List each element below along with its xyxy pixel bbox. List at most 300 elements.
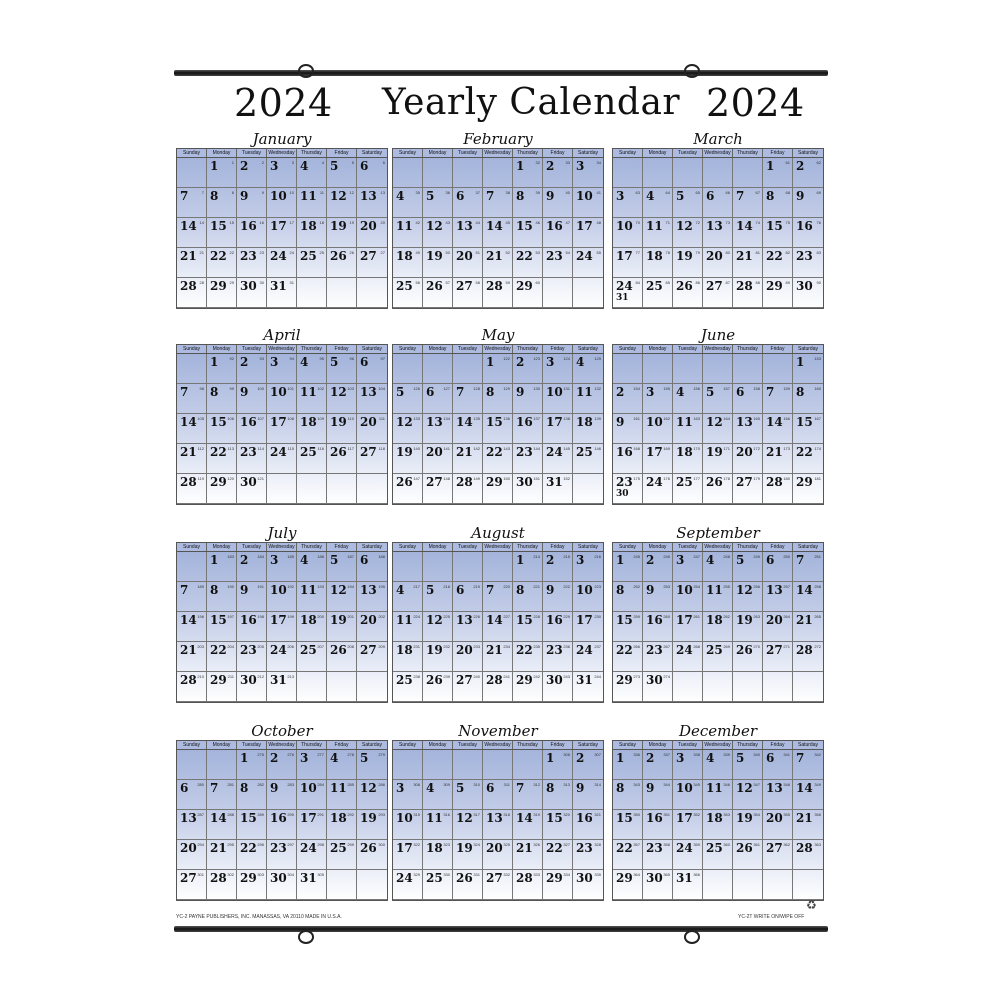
day-number: 1 xyxy=(516,159,525,173)
day-number: 20 xyxy=(766,811,783,825)
recycle-icon: ♻ xyxy=(806,898,817,912)
day-cell xyxy=(423,354,453,384)
day-of-year: 237 xyxy=(594,644,601,649)
day-cell xyxy=(327,780,357,810)
day-cell xyxy=(483,218,513,248)
day-cell xyxy=(543,158,573,188)
day-of-year: 342 xyxy=(814,752,821,757)
month-grid xyxy=(392,344,604,505)
day-of-year: 159 xyxy=(783,386,790,391)
day-of-year: 85 xyxy=(665,280,670,285)
day-number: 19 xyxy=(426,249,443,263)
day-of-year: 319 xyxy=(533,812,540,817)
day-of-year: 122 xyxy=(503,356,510,361)
day-of-year: 330 xyxy=(443,872,450,877)
day-number: 11 xyxy=(396,613,413,627)
day-number: 24 xyxy=(270,445,287,459)
day-of-year: 179 xyxy=(753,476,760,481)
day-cell xyxy=(483,642,513,672)
day-number: 8 xyxy=(766,189,775,203)
weekday-label: Wednesday xyxy=(483,741,513,749)
day-cell xyxy=(393,414,423,444)
day-of-year: 61 xyxy=(785,160,790,165)
day-cell xyxy=(267,444,297,474)
day-number: 14 xyxy=(180,219,197,233)
day-number: 30 xyxy=(796,279,813,293)
day-cell xyxy=(733,354,763,384)
day-of-year: 189 xyxy=(197,584,204,589)
day-cell xyxy=(573,750,603,780)
day-cell xyxy=(763,188,793,218)
day-of-year: 305 xyxy=(317,872,324,877)
day-cell xyxy=(513,780,543,810)
day-cell xyxy=(573,278,603,308)
day-cell xyxy=(237,750,267,780)
day-of-year: 129 xyxy=(503,386,510,391)
day-cell xyxy=(267,780,297,810)
day-number: 1 xyxy=(486,355,495,369)
day-number: 15 xyxy=(516,219,533,233)
day-cell xyxy=(327,612,357,642)
day-number: 9 xyxy=(270,781,279,795)
page-title: Yearly Calendar xyxy=(382,82,681,123)
day-number: 7 xyxy=(796,751,805,765)
day-cell xyxy=(793,474,823,504)
day-number: 1 xyxy=(766,159,775,173)
day-cell xyxy=(573,840,603,870)
day-of-year: 87 xyxy=(725,280,730,285)
day-of-year: 295 xyxy=(227,842,234,847)
day-of-year: 162 xyxy=(663,416,670,421)
day-number: 16 xyxy=(546,219,563,233)
day-number: 31 xyxy=(270,673,287,687)
weeks-grid xyxy=(393,552,603,702)
day-of-year: 13 xyxy=(380,190,385,195)
day-cell xyxy=(177,582,207,612)
day-number: 26 xyxy=(426,673,443,687)
day-cell xyxy=(793,750,823,780)
day-cell xyxy=(207,612,237,642)
day-number: 30 xyxy=(240,279,257,293)
month-grid xyxy=(176,148,388,309)
day-cell xyxy=(673,582,703,612)
day-cell xyxy=(733,188,763,218)
day-number: 19 xyxy=(676,249,693,263)
day-cell xyxy=(327,444,357,474)
day-number: 30 xyxy=(646,871,663,885)
day-of-year: 245 xyxy=(633,554,640,559)
day-number: 20 xyxy=(180,841,197,855)
day-cell xyxy=(613,612,643,642)
day-of-year: 230 xyxy=(594,614,601,619)
day-of-year: 309 xyxy=(443,782,450,787)
day-number: 14 xyxy=(796,583,813,597)
day-cell xyxy=(393,780,423,810)
day-number: 25 xyxy=(300,445,317,459)
day-of-year: 277 xyxy=(317,752,324,757)
weekday-label: Sunday xyxy=(393,543,423,551)
day-of-year: 267 xyxy=(663,644,670,649)
day-number: 21 xyxy=(766,445,783,459)
day-of-year: 260 xyxy=(663,614,670,619)
day-of-year: 222 xyxy=(563,584,570,589)
day-number: 27 xyxy=(456,673,473,687)
day-cell xyxy=(357,158,387,188)
day-number: 2 xyxy=(546,159,555,173)
day-cell xyxy=(327,672,357,702)
day-cell xyxy=(793,780,823,810)
day-number: 29 xyxy=(210,673,227,687)
day-cell xyxy=(267,810,297,840)
day-of-year: 354 xyxy=(753,812,760,817)
day-cell xyxy=(327,218,357,248)
day-cell xyxy=(393,582,423,612)
day-of-year: 278 xyxy=(347,752,354,757)
day-of-year: 311 xyxy=(503,782,510,787)
weekday-label: Saturday xyxy=(361,346,382,352)
day-of-year: 59 xyxy=(505,280,510,285)
weekday-label: Monday xyxy=(643,149,673,157)
day-cell xyxy=(703,612,733,642)
day-of-year: 109 xyxy=(317,416,324,421)
day-number: 24 xyxy=(270,249,287,263)
day-number: 15 xyxy=(210,613,227,627)
day-of-year: 214 xyxy=(533,554,540,559)
day-cell xyxy=(703,444,733,474)
day-number: 22 xyxy=(766,249,783,263)
day-cell xyxy=(733,248,763,278)
day-cell xyxy=(763,672,793,702)
day-of-year: 178 xyxy=(723,476,730,481)
day-of-year: 290 xyxy=(287,812,294,817)
day-of-year: 165 xyxy=(753,416,760,421)
day-of-year: 51 xyxy=(475,250,480,255)
day-cell xyxy=(763,552,793,582)
day-number: 21 xyxy=(516,841,533,855)
day-of-year: 227 xyxy=(503,614,510,619)
day-cell xyxy=(513,672,543,702)
day-of-year: 243 xyxy=(563,674,570,679)
day-cell xyxy=(357,612,387,642)
day-cell xyxy=(513,582,543,612)
day-of-year: 3 xyxy=(291,160,294,165)
day-number: 13 xyxy=(426,415,443,429)
day-number: 12 xyxy=(330,189,347,203)
day-of-year: 358 xyxy=(663,842,670,847)
day-cell xyxy=(543,750,573,780)
day-cell xyxy=(613,444,643,474)
day-of-year: 53 xyxy=(535,250,540,255)
day-number: 14 xyxy=(516,811,533,825)
day-number: 13 xyxy=(360,583,377,597)
day-number: 3 xyxy=(646,385,655,399)
day-cell xyxy=(393,810,423,840)
day-of-year: 27 xyxy=(380,250,385,255)
day-number: 5 xyxy=(736,751,745,765)
day-cell xyxy=(673,218,703,248)
day-cell xyxy=(673,612,703,642)
day-of-year: 10 xyxy=(289,190,294,195)
day-of-year: 304 xyxy=(287,872,294,877)
day-cell xyxy=(483,552,513,582)
day-number: 11 xyxy=(706,781,723,795)
weekday-label: Thursday xyxy=(733,741,763,749)
weekday-header-row xyxy=(613,543,823,552)
day-of-year: 198 xyxy=(257,614,264,619)
day-cell xyxy=(643,870,673,900)
day-number: 28 xyxy=(180,475,197,489)
day-cell xyxy=(543,642,573,672)
day-cell xyxy=(763,642,793,672)
day-cell xyxy=(267,750,297,780)
day-number: 30 xyxy=(516,475,533,489)
day-number: 24 xyxy=(546,445,563,459)
month-grid xyxy=(392,740,604,901)
day-of-year: 141 xyxy=(443,446,450,451)
day-of-year: 357 xyxy=(633,842,640,847)
day-number: 23 xyxy=(646,643,663,657)
weekday-label: Friday xyxy=(763,345,793,353)
hanger-ring-bottom-left xyxy=(298,930,314,944)
weekday-label: Thursday xyxy=(513,543,543,551)
day-of-year: 346 xyxy=(723,782,730,787)
day-number: 9 xyxy=(516,385,525,399)
day-number: 11 xyxy=(300,385,317,399)
day-cell xyxy=(297,870,327,900)
day-cell xyxy=(297,158,327,188)
day-cell xyxy=(207,384,237,414)
weekday-label: Wednesday xyxy=(483,345,513,353)
day-cell xyxy=(237,672,267,702)
day-of-year: 349 xyxy=(814,782,821,787)
weekday-label: Saturday xyxy=(577,544,598,550)
day-of-year: 238 xyxy=(413,674,420,679)
day-cell xyxy=(423,840,453,870)
day-of-year: 291 xyxy=(317,812,324,817)
day-of-year: 195 xyxy=(378,584,385,589)
day-of-year: 302 xyxy=(227,872,234,877)
day-cell xyxy=(237,218,267,248)
day-of-year: 171 xyxy=(723,446,730,451)
day-number: 18 xyxy=(396,643,413,657)
day-of-year: 273 xyxy=(633,674,640,679)
year-right: 2024 xyxy=(706,81,805,125)
day-cell xyxy=(267,582,297,612)
day-of-year: 76 xyxy=(816,220,821,225)
day-cell xyxy=(297,248,327,278)
day-of-year: 30 xyxy=(259,280,264,285)
day-number: 3 xyxy=(270,159,279,173)
day-cell xyxy=(267,218,297,248)
day-number: 10 xyxy=(646,415,663,429)
day-of-year: 118 xyxy=(378,446,385,451)
day-cell xyxy=(543,840,573,870)
day-cell xyxy=(703,354,733,384)
day-cell xyxy=(423,444,453,474)
day-number: 11 xyxy=(300,583,317,597)
day-of-year: 167 xyxy=(814,416,821,421)
weekday-label: Friday xyxy=(327,345,357,353)
day-number: 16 xyxy=(576,811,593,825)
day-cell xyxy=(703,158,733,188)
day-cell xyxy=(673,840,703,870)
day-number: 13 xyxy=(706,219,723,233)
day-cell xyxy=(643,810,673,840)
weekday-label: Friday xyxy=(763,741,793,749)
year-left: 2024 xyxy=(234,81,333,125)
day-of-year: 186 xyxy=(317,554,324,559)
day-cell xyxy=(763,218,793,248)
weekday-label: Monday xyxy=(207,345,237,353)
day-number: 17 xyxy=(646,445,663,459)
day-cell xyxy=(573,612,603,642)
day-of-year: 32 xyxy=(535,160,540,165)
day-number: 22 xyxy=(210,249,227,263)
day-of-year: 364 xyxy=(633,872,640,877)
day-cell xyxy=(673,870,703,900)
weekday-label: Sunday xyxy=(393,345,423,353)
day-number: 4 xyxy=(396,583,405,597)
day-number: 30 xyxy=(546,673,563,687)
day-number: 21 xyxy=(736,249,753,263)
day-number: 5 xyxy=(456,781,465,795)
day-cell xyxy=(763,354,793,384)
day-number: 5 xyxy=(736,553,745,567)
day-number: 29 xyxy=(516,279,533,293)
day-number: 2 xyxy=(796,159,805,173)
day-cell xyxy=(297,750,327,780)
day-number: 5 xyxy=(330,159,339,173)
day-cell xyxy=(327,384,357,414)
weekday-label: Thursday xyxy=(297,149,327,157)
weekday-label: Tuesday xyxy=(673,345,703,353)
day-number: 4 xyxy=(330,751,339,765)
day-cell xyxy=(643,582,673,612)
day-cell xyxy=(237,870,267,900)
weekday-label: Wednesday xyxy=(703,149,733,157)
day-cell xyxy=(733,870,763,900)
day-of-year: 310 xyxy=(473,782,480,787)
weekday-label: Thursday xyxy=(297,345,327,353)
day-cell xyxy=(237,188,267,218)
day-cell xyxy=(393,870,423,900)
day-cell xyxy=(643,612,673,642)
day-of-year: 233 xyxy=(473,644,480,649)
day-number: 9 xyxy=(240,583,249,597)
day-number: 16 xyxy=(240,219,257,233)
day-of-year: 88 xyxy=(755,280,760,285)
day-cell xyxy=(423,582,453,612)
weekday-label: Thursday xyxy=(513,149,543,157)
day-cell xyxy=(453,810,483,840)
day-of-year: 188 xyxy=(378,554,385,559)
day-cell xyxy=(267,278,297,308)
day-cell xyxy=(613,248,643,278)
day-number: 7 xyxy=(766,385,775,399)
day-cell xyxy=(513,642,543,672)
day-number: 24 xyxy=(616,279,633,293)
day-cell xyxy=(177,612,207,642)
day-cell xyxy=(733,278,763,308)
day-number: 21 xyxy=(456,445,473,459)
day-number: 13 xyxy=(180,811,197,825)
weekday-header-row xyxy=(177,543,387,552)
weekday-label: Thursday xyxy=(733,149,763,157)
day-number: 19 xyxy=(330,613,347,627)
day-number: 24 xyxy=(300,841,317,855)
day-number: 24 xyxy=(676,841,693,855)
day-of-year: 287 xyxy=(197,812,204,817)
day-number: 25 xyxy=(706,643,723,657)
day-cell xyxy=(207,672,237,702)
weekday-header-row xyxy=(177,149,387,158)
month-name: April xyxy=(263,326,301,344)
day-number: 19 xyxy=(396,445,413,459)
day-cell xyxy=(357,248,387,278)
day-cell xyxy=(207,158,237,188)
day-cell xyxy=(453,354,483,384)
day-number: 7 xyxy=(516,781,525,795)
day-cell xyxy=(177,672,207,702)
day-of-year: 170 xyxy=(693,446,700,451)
day-cell xyxy=(327,642,357,672)
day-number: 15 xyxy=(796,415,813,429)
day-number: 8 xyxy=(210,583,219,597)
day-number: 26 xyxy=(736,841,753,855)
day-of-year: 4 xyxy=(321,160,324,165)
day-number: 22 xyxy=(516,249,533,263)
day-cell xyxy=(763,750,793,780)
day-number: 18 xyxy=(396,249,413,263)
day-of-year: 201 xyxy=(347,614,354,619)
day-number: 22 xyxy=(796,445,813,459)
month-name: November xyxy=(458,722,538,740)
day-cell xyxy=(237,248,267,278)
day-of-year: 331 xyxy=(473,872,480,877)
day-number: 28 xyxy=(736,279,753,293)
day-cell xyxy=(703,642,733,672)
day-cell xyxy=(613,188,643,218)
weekday-label: Tuesday xyxy=(453,345,483,353)
day-of-year: 365 xyxy=(663,872,670,877)
day-of-year: 329 xyxy=(413,872,420,877)
day-number: 24 xyxy=(270,643,287,657)
day-of-year: 207 xyxy=(317,644,324,649)
weekday-label: Friday xyxy=(543,345,573,353)
day-of-year: 228 xyxy=(533,614,540,619)
day-of-year: 144 xyxy=(533,446,540,451)
day-number: 10 xyxy=(616,219,633,233)
weekday-label: Saturday xyxy=(577,742,598,748)
day-cell xyxy=(703,474,733,504)
day-number: 22 xyxy=(546,841,563,855)
weeks-grid xyxy=(613,750,823,900)
day-cell xyxy=(327,810,357,840)
day-of-year: 90 xyxy=(816,280,821,285)
day-of-year: 194 xyxy=(347,584,354,589)
day-cell xyxy=(763,248,793,278)
day-cell xyxy=(267,354,297,384)
day-cell xyxy=(357,414,387,444)
day-number: 16 xyxy=(616,445,633,459)
day-cell xyxy=(763,582,793,612)
weekday-label: Friday xyxy=(327,741,357,749)
day-cell xyxy=(297,840,327,870)
day-of-year: 103 xyxy=(347,386,354,391)
day-cell xyxy=(453,218,483,248)
day-cell xyxy=(453,444,483,474)
day-cell xyxy=(483,384,513,414)
